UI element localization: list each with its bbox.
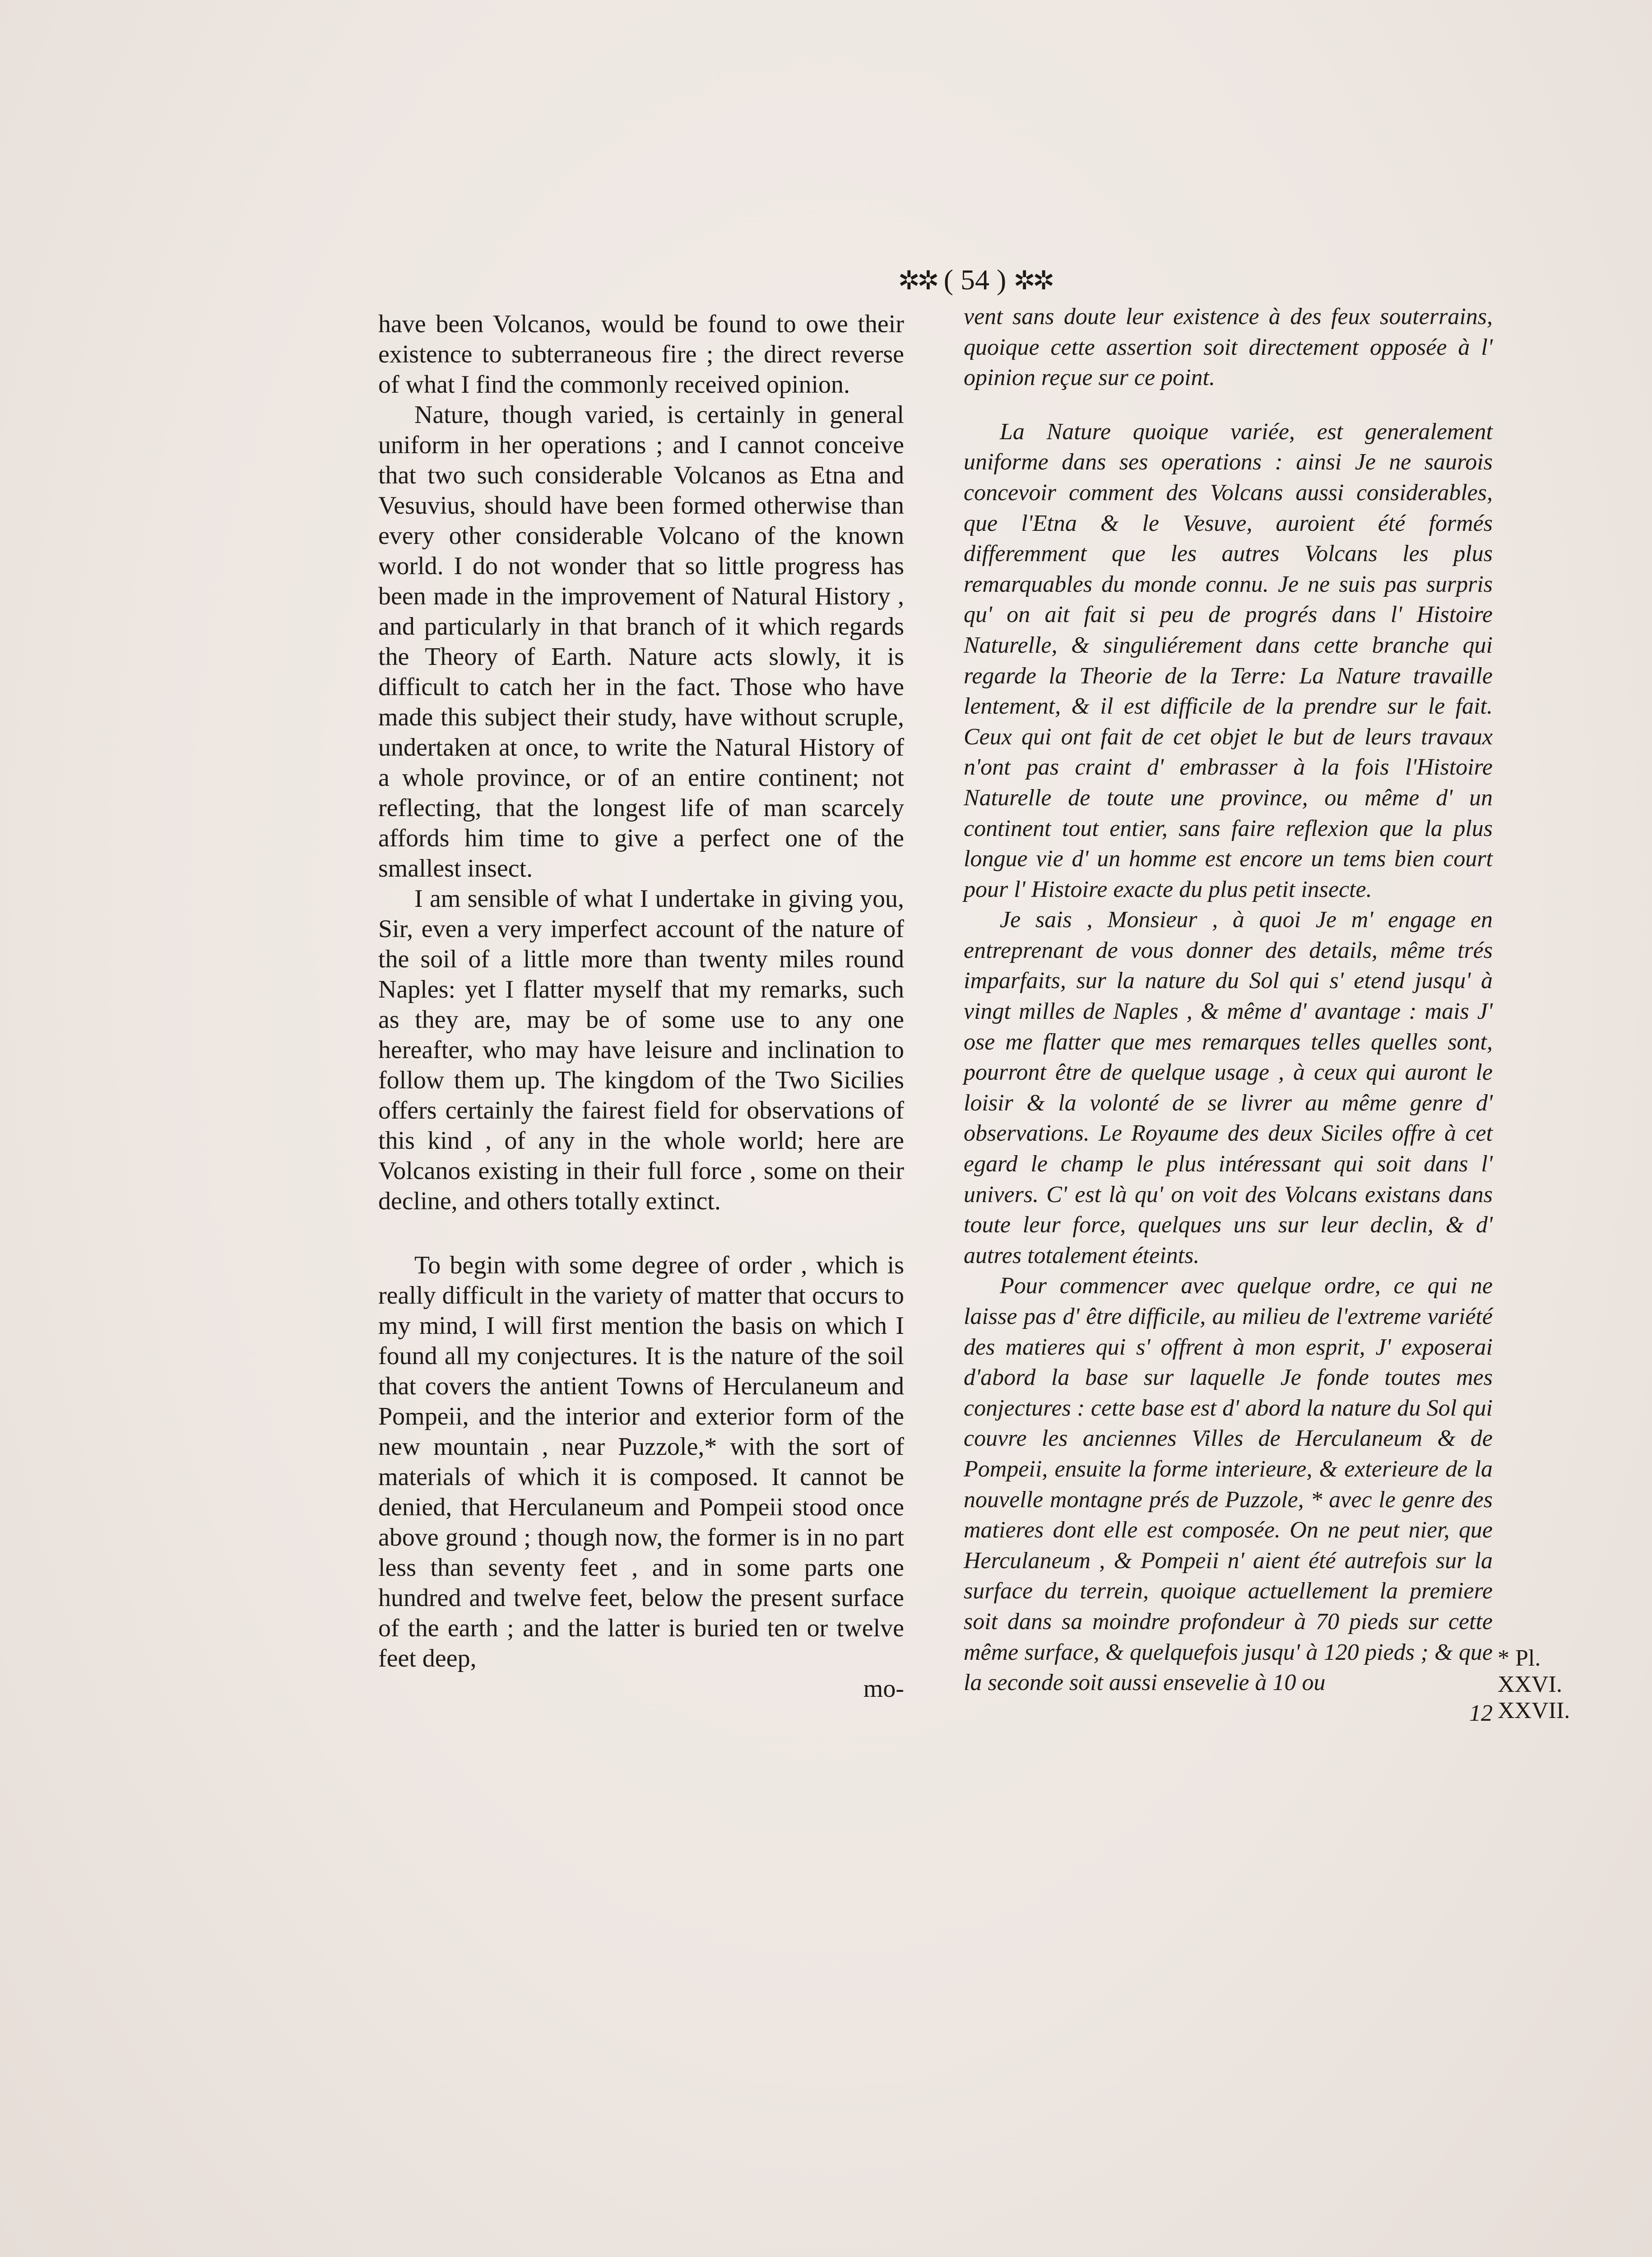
english-column [378, 309, 904, 1704]
french-paragraph-2: La Nature quoique variée, est generalement uniforme dans ses operations : ainsi Je ne saurois concevoir comment des Volcans aussi considerables, que l'Etna & le Vesuve, auroient été formés differemment que les autres Volcans les plus remarquables du monde connu. Je ne suis pas surpris qu' on ait fait si peu de progrés dans l' Histoire Naturelle, & singuliérement dans cette branche qui regarde la Theorie de la Terre: La Nature travaille lentement, & il est difficile de la prendre sur le fait. Ceux qui ont fait de cet objet le but de leurs travaux n'ont pas craint d' embrasser à la fois l'Histoire Naturelle de toute une province, ou même d' un continent tout entier, sans faire reflexion que la plus longue vie d' un homme est encore un tems bien court pour l' Histoire exacte du plus petit insecte. [964, 418, 1493, 902]
english-paragraph-4: To begin with some degree of order , which is really difficult in the variety of matter that occurs to my mind, I will first mention the basis on which I found all my conjectures. It is the nature of the soil that covers the antient Towns of Herculaneum and Pompeii, and the interior and exterior form of the new mountain , near Puzzole,* with the sort of materials of which it is composed. It cannot be denied, that Herculaneum and Pompeii stood once above ground ; though now, the former is in no part less than seventy feet , and in some parts one hundred and twelve feet, below the present surface of the earth ; and the latter is buried ten or twelve feet deep, [378, 1251, 904, 1672]
page-header [840, 260, 1110, 300]
french-paragraph-1: vent sans doute leur existence à des feux souterrains, quoique cette assertion soit directement opposée à l' opinion reçue sur ce point. [964, 304, 1493, 391]
page-number: ( 54 ) [943, 264, 1007, 296]
plate-note-line-1: * Pl. [1498, 1645, 1541, 1671]
plate-note-line-2: XXVI. [1498, 1672, 1562, 1697]
plate-reference-note [1498, 1645, 1597, 1724]
english-catchword: mo- [863, 1675, 904, 1703]
english-paragraph-1: have been Volcanos, would be found to owe their existence to subterraneous fire ; the direct reverse of what I find the commonly received opinion. [378, 310, 904, 399]
english-paragraph-3: I am sensible of what I undertake in giving you, Sir, even a very imperfect account of the nature of the soil of a little more than twenty miles round Naples: yet I flatter myself that my remarks, such as they are, may be of some use to any one hereafter, who may have leisure and inclination to follow them up. The kingdom of the Two Sicilies offers certainly the fairest field for observations of this kind , of any in the whole world; here are Volcanos existing in their full force , some on their decline, and others totally extinct. [378, 885, 904, 1215]
ornament-left-icon: ✲✲ [898, 266, 937, 295]
french-paragraph-4: Pour commencer avec quelque ordre, ce qui ne laisse pas d' être difficile, au milieu de l'extreme variété des matieres qui s' offrent à mon esprit, J' exposerai d'abord la base sur laquelle Je fonde toutes mes conjectures : cette base est d' abord la nature du Sol qui couvre les anciennes Villes de Herculaneum & de Pompeii, ensuite la forme interieure, & exterieure de la nouvelle montagne prés de Puzzole, * avec le genre des matieres dont elle est composée. On ne peut nier, que Herculaneum , & Pompeii n' aient été autrefois sur la surface du terrein, quoique actuellement la premiere soit dans sa moindre profondeur à 70 pieds sur cette même surface, & quelquefois jusqu' à 120 pieds ; & que la seconde soit aussi ensevelie à 10 ou [964, 1273, 1493, 1696]
ornament-right-icon: ✲✲ [1013, 266, 1052, 295]
french-paragraph-3: Je sais , Monsieur , à quoi Je m' engage en entreprenant de vous donner des details, même trés imparfaits, sur la nature du Sol qui s' etend jusqu' à vingt milles de Naples , & même d' avantage : mais J' ose me flatter que mes remarques telles quelles sont, pourront être de quelque usage , à ceux qui auront le loisir & la volonté de se livrer au même genre d' observations. Le Royaume des deux Siciles offre à cet egard le champ le plus intéressant qui soit dans l' univers. C' est là qu' on voit des Volcans existans dans toute leur force, quelques uns sur leur declin, & d' autres totalement éteints. [964, 907, 1493, 1268]
french-catchword: 12 [1469, 1700, 1493, 1726]
english-paragraph-2: Nature, though varied, is certainly in general uniform in her operations ; and I cannot conceive that two such considerable Volcanos as Etna and Vesuvius, should have been formed otherwise than every other considerable Volcano of the known world. I do not wonder that so little progress has been made in the improvement of Natural History , and particularly in that branch of it which regards the Theory of Earth. Nature acts slowly, it is difficult to catch her in the fact. Those who have made this subject their study, have without scruple, undertaken at once, to write the Natural History of a whole province, or of an entire continent; not reflecting, that the longest life of man scarcely affords him time to give a perfect one of the smallest insect. [378, 401, 904, 882]
plate-note-line-3: XXVII. [1498, 1698, 1570, 1723]
french-column [964, 302, 1493, 1728]
